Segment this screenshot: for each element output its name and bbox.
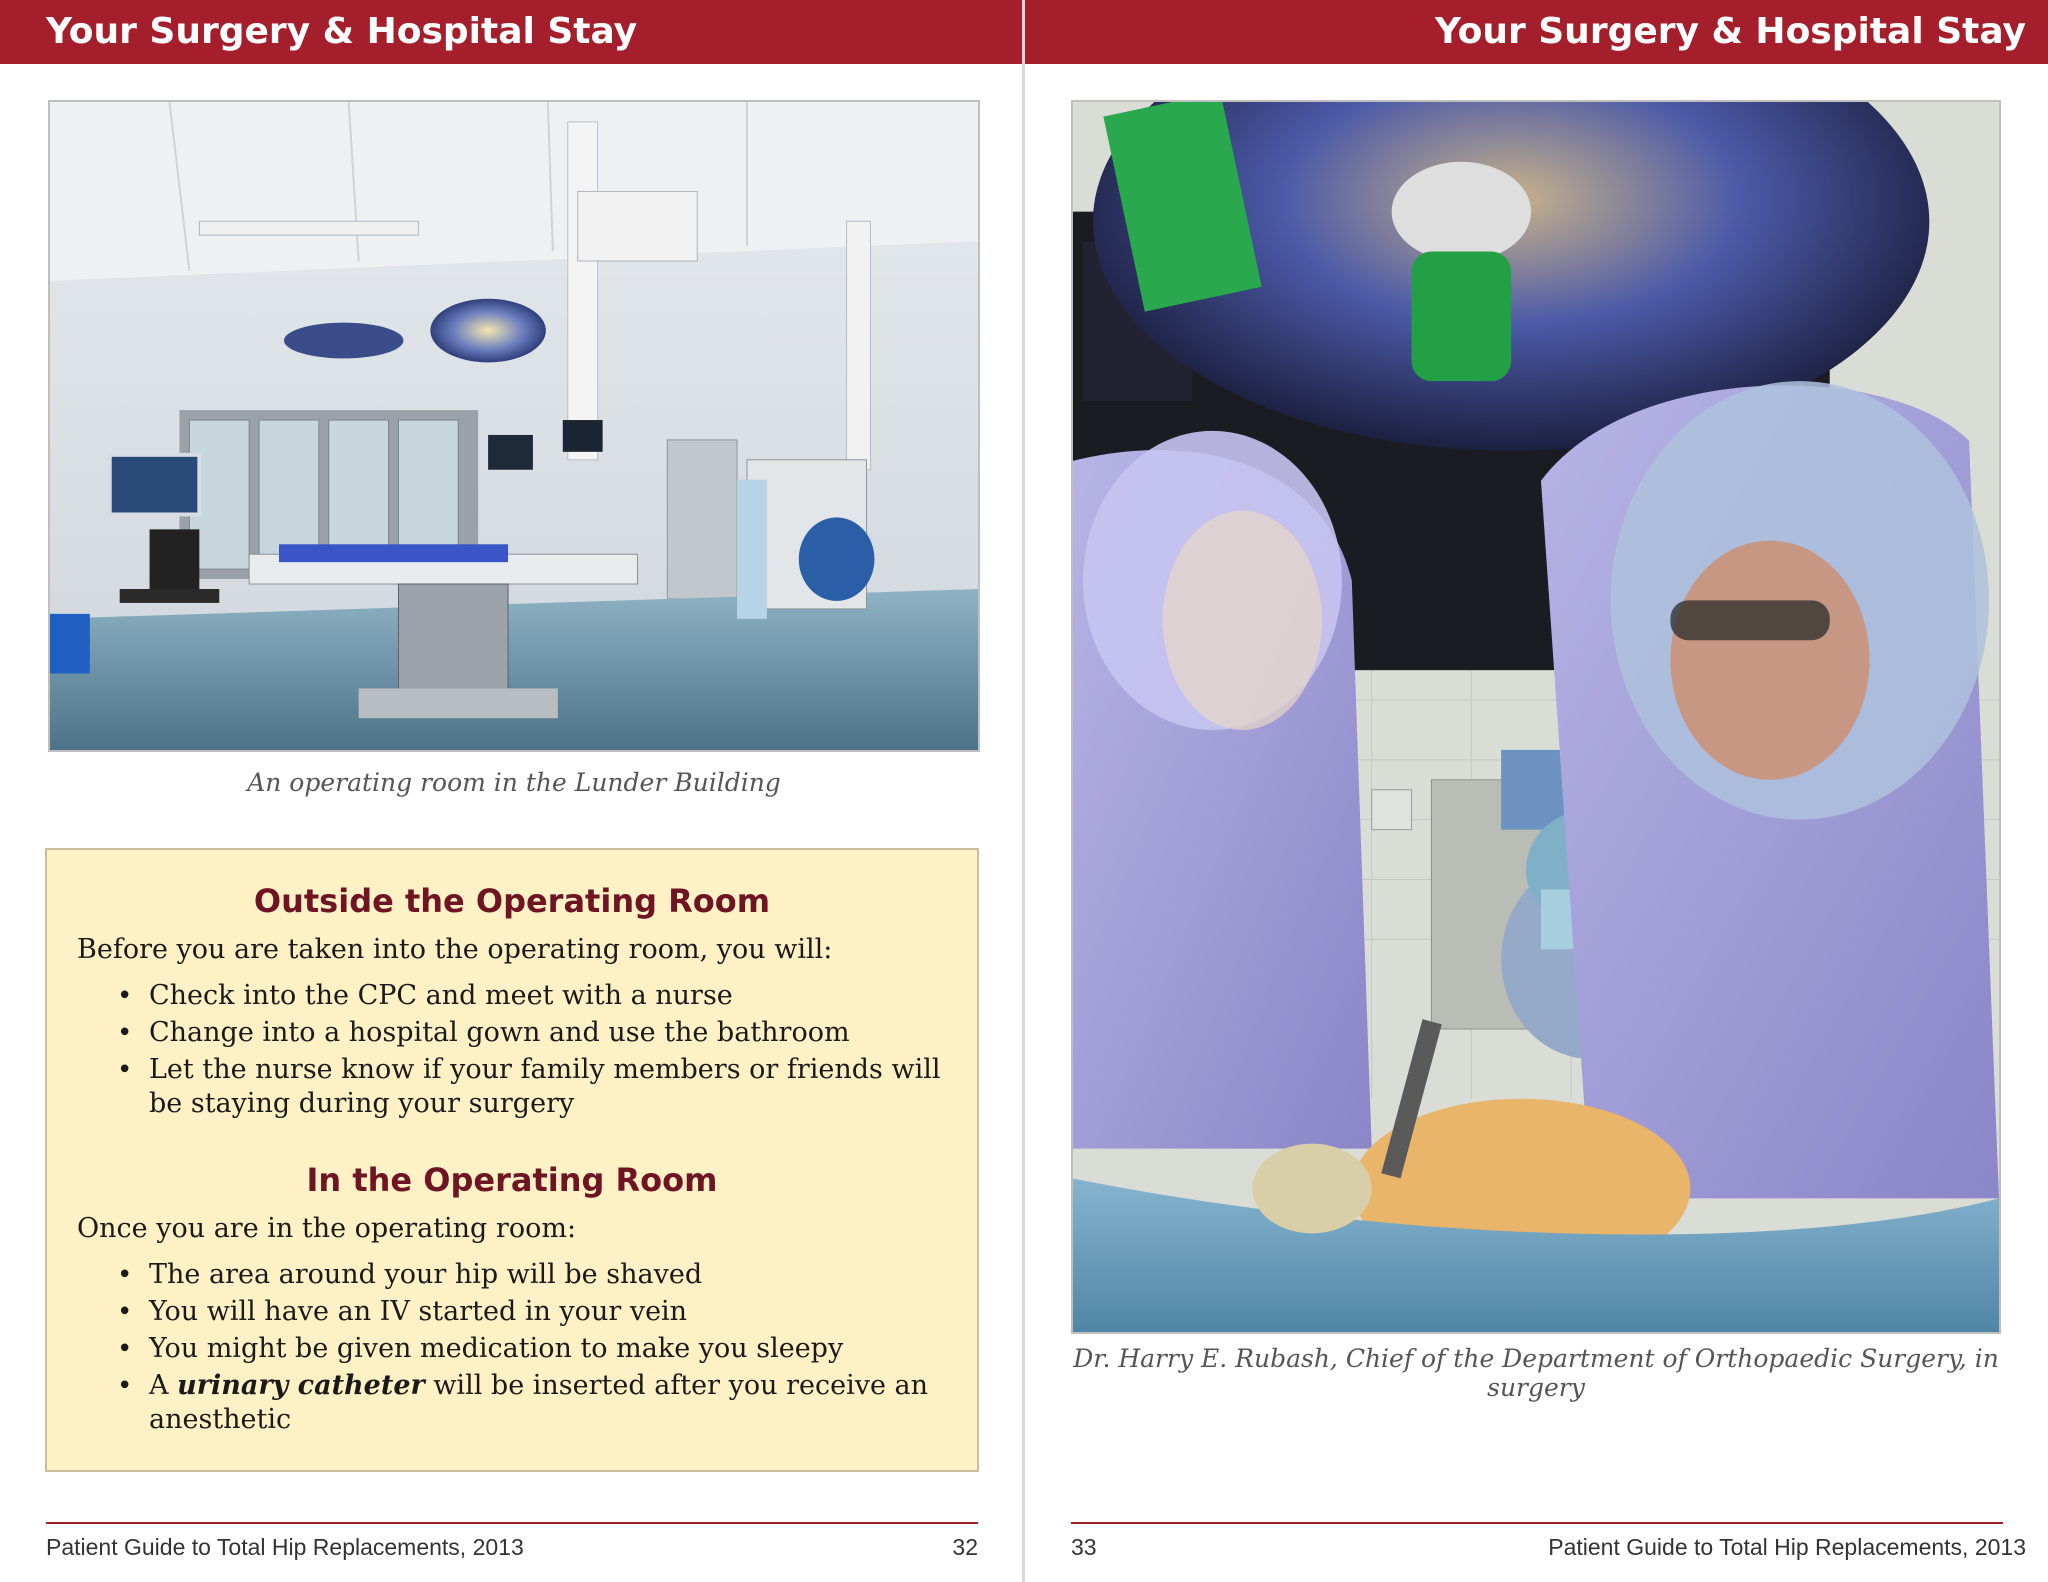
footer-rule: [1071, 1522, 2003, 1524]
footer-title: Patient Guide to Total Hip Replacements, 2013: [46, 1534, 524, 1560]
right-page: [1025, 0, 2048, 1582]
section-intro-outside: Before you are taken into the operating room, you will:: [77, 934, 833, 965]
list-item: • You will have an IV started in your vein: [117, 1295, 947, 1329]
list-item: • You might be given medication to make you sleepy: [117, 1332, 947, 1366]
list-item: • The area around your hip will be shaved: [117, 1258, 947, 1292]
item-prefix: A: [149, 1370, 178, 1401]
list-outside: [47, 979, 977, 1121]
operating-room-photo: [48, 100, 980, 752]
photo-caption: Dr. Harry E. Rubash, Chief of the Department of Orthopaedic Surgery, in surgery: [1073, 1344, 1999, 1402]
list-item: • Change into a hospital gown and use the bathroom: [117, 1016, 947, 1050]
photo-caption: An operating room in the Lunder Building: [247, 768, 781, 797]
footer-rule: [46, 1522, 978, 1524]
info-box: [45, 848, 979, 1472]
section-heading-inside: In the Operating Room: [306, 1161, 718, 1199]
page-header: Your Surgery & Hospital Stay: [1025, 0, 2048, 64]
surgery-photo: [1071, 100, 2001, 1334]
list-inside: [47, 1258, 977, 1437]
section-intro-inside: Once you are in the operating room:: [77, 1213, 577, 1244]
footer-title: Patient Guide to Total Hip Replacements, 2013: [1548, 1534, 2026, 1560]
list-item: • Check into the CPC and meet with a nurse: [117, 979, 947, 1013]
page-header: Your Surgery & Hospital Stay: [0, 0, 1022, 64]
urinary-catheter-term: urinary catheter: [177, 1370, 425, 1401]
section-heading-outside: Outside the Operating Room: [253, 882, 771, 920]
left-page: [0, 0, 1022, 1582]
page-number: 32: [952, 1534, 978, 1560]
item-suffix: will be inserted after you receive an anesthetic: [149, 1370, 929, 1435]
list-item: [117, 1369, 947, 1437]
list-item: • Let the nurse know if your family members or friends will be staying during your surgery: [117, 1053, 947, 1121]
page-number: 33: [1071, 1534, 1097, 1560]
